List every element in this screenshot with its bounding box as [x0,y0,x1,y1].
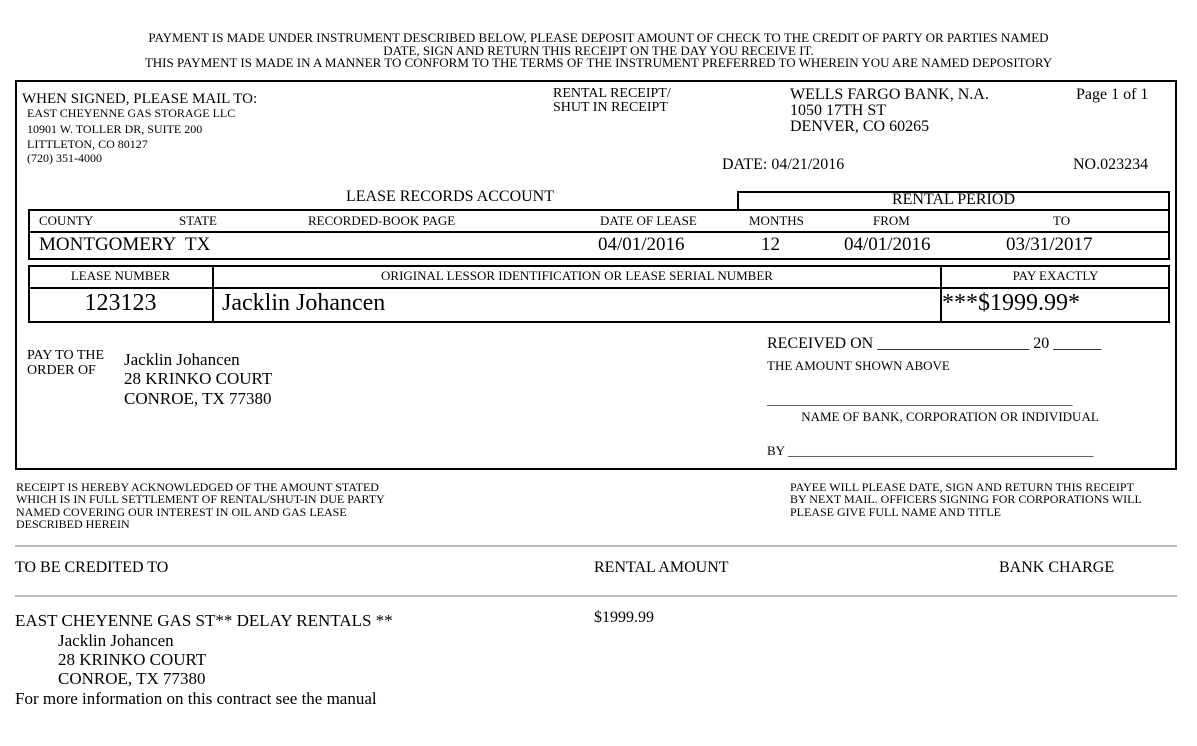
pay-to-label-1: PAY TO THE [27,348,105,363]
ack-left-2: WHICH IS IN FULL SETTLEMENT OF RENTAL/SHUT-IN DUE PARTY [16,492,385,506]
stub-amount: $1999.99 [594,609,654,626]
header-pay-exactly: PAY EXACTLY [1012,268,1099,283]
header-from: FROM [873,213,910,228]
notice-line-3: THIS PAYMENT IS MADE IN A MANNER TO CONFORM TO THE TERMS OF THE INSTRUMENT PREFERRED TO WHEREIN YOU ARE NAMED DEPOSITORY [144,55,1053,70]
stub-city: CONROE, TX 77380 [58,669,206,688]
receipt-date: DATE: 04/21/2016 [722,156,845,173]
header-county: COUNTY [39,213,94,228]
header-state: STATE [179,213,217,228]
cell-date-of-lease: 04/01/2016 [598,234,685,255]
ack-right-1: PAYEE WILL PLEASE DATE, SIGN AND RETURN THIS RECEIPT [790,480,1134,494]
stub-footer-note: For more information on this contract see the manual [15,689,377,708]
header-lease-number: LEASE NUMBER [70,268,171,283]
pay-to-street: 28 KRINKO COURT [124,369,273,388]
received-on-line: RECEIVED ON ___________________ 20 ______ [767,335,1102,352]
cell-pay-exactly: ***$1999.99* [942,290,1080,316]
header-date-of-lease: DATE OF LEASE [600,213,697,228]
mail-to-street: 10901 W. TOLLER DR, SUITE 200 [27,122,203,136]
bank-street: 1050 17TH ST [790,102,886,119]
cell-to: 03/31/2017 [1006,234,1093,255]
page-number: Page 1 of 1 [1076,86,1149,103]
pay-to-label-2: ORDER OF [27,363,96,378]
pay-to-name: Jacklin Johancen [124,350,240,369]
ack-right-3: PLEASE GIVE FULL NAME AND TITLE [790,505,1001,519]
cell-months: 12 [761,234,780,255]
name-of-bank-label: NAME OF BANK, CORPORATION OR INDIVIDUAL [801,409,1099,424]
mail-to-phone: (720) 351-4000 [27,151,102,165]
ack-left-3: NAMED COVERING OUR INTEREST IN OIL AND GAS LEASE [16,505,347,519]
cell-state: TX [185,234,211,255]
stub-name: Jacklin Johancen [58,631,174,650]
stub-header-credited-to: TO BE CREDITED TO [15,559,169,576]
receipt-number: NO.023234 [1073,156,1149,173]
bank-city: DENVER, CO 60265 [790,118,930,135]
by-line: BY _______________________________________________ [767,443,1094,458]
cell-lease-number: 123123 [84,290,157,316]
pay-to-city: CONROE, TX 77380 [124,389,272,408]
ack-left-1: RECEIPT IS HEREBY ACKNOWLEDGED OF THE AMOUNT STATED [16,480,379,494]
cell-lessor: Jacklin Johancen [222,290,386,316]
header-to: TO [1053,213,1071,228]
bank-name: WELLS FARGO BANK, N.A. [790,86,989,103]
stub-rule-top [15,545,1177,547]
lease-table-divider [28,231,1170,233]
lessor-table-divider [28,287,1170,289]
amount-shown-above: THE AMOUNT SHOWN ABOVE [767,358,950,373]
stub-header-bank-charge: BANK CHARGE [999,559,1115,576]
mail-to-city: LITTLETON, CO 80127 [27,137,148,151]
ack-left-4: DESCRIBED HEREIN [16,517,130,531]
lease-records-title: LEASE RECORDS ACCOUNT [345,188,555,205]
cell-county: MONTGOMERY [39,234,177,255]
stub-street: 28 KRINKO COURT [58,650,207,669]
cell-from: 04/01/2016 [844,234,931,255]
notice-line-2: DATE, SIGN AND RETURN THIS RECEIPT ON THE DAY YOU RECEIVE IT. [383,43,814,58]
header-book-page: RECORDED-BOOK PAGE [308,213,456,228]
receipt-type-line-2: SHUT IN RECEIPT [553,100,668,115]
header-months: MONTHS [749,213,804,228]
signature-line: _______________________________________________ [767,392,1073,407]
mail-to-name: EAST CHEYENNE GAS STORAGE LLC [27,106,236,120]
receipt-type-line-1: RENTAL RECEIPT/ [553,86,671,101]
header-lessor: ORIGINAL LESSOR IDENTIFICATION OR LEASE SERIAL NUMBER [381,268,773,283]
stub-rule-bottom [15,595,1177,597]
mail-to-label: WHEN SIGNED, PLEASE MAIL TO: [22,91,258,107]
notice-line-1: PAYMENT IS MADE UNDER INSTRUMENT DESCRIBED BELOW, PLEASE DEPOSIT AMOUNT OF CHECK TO THE CREDIT OF PARTY OR PARTIES NAMED [148,30,1049,45]
rental-period-title: RENTAL PERIOD [891,191,1015,208]
ack-right-2: BY NEXT MAIL. OFFICERS SIGNING FOR CORPORATIONS WILL [790,492,1142,506]
stub-credit-line: EAST CHEYENNE GAS ST** DELAY RENTALS ** [15,611,393,630]
stub-header-rental-amount: RENTAL AMOUNT [594,559,729,576]
